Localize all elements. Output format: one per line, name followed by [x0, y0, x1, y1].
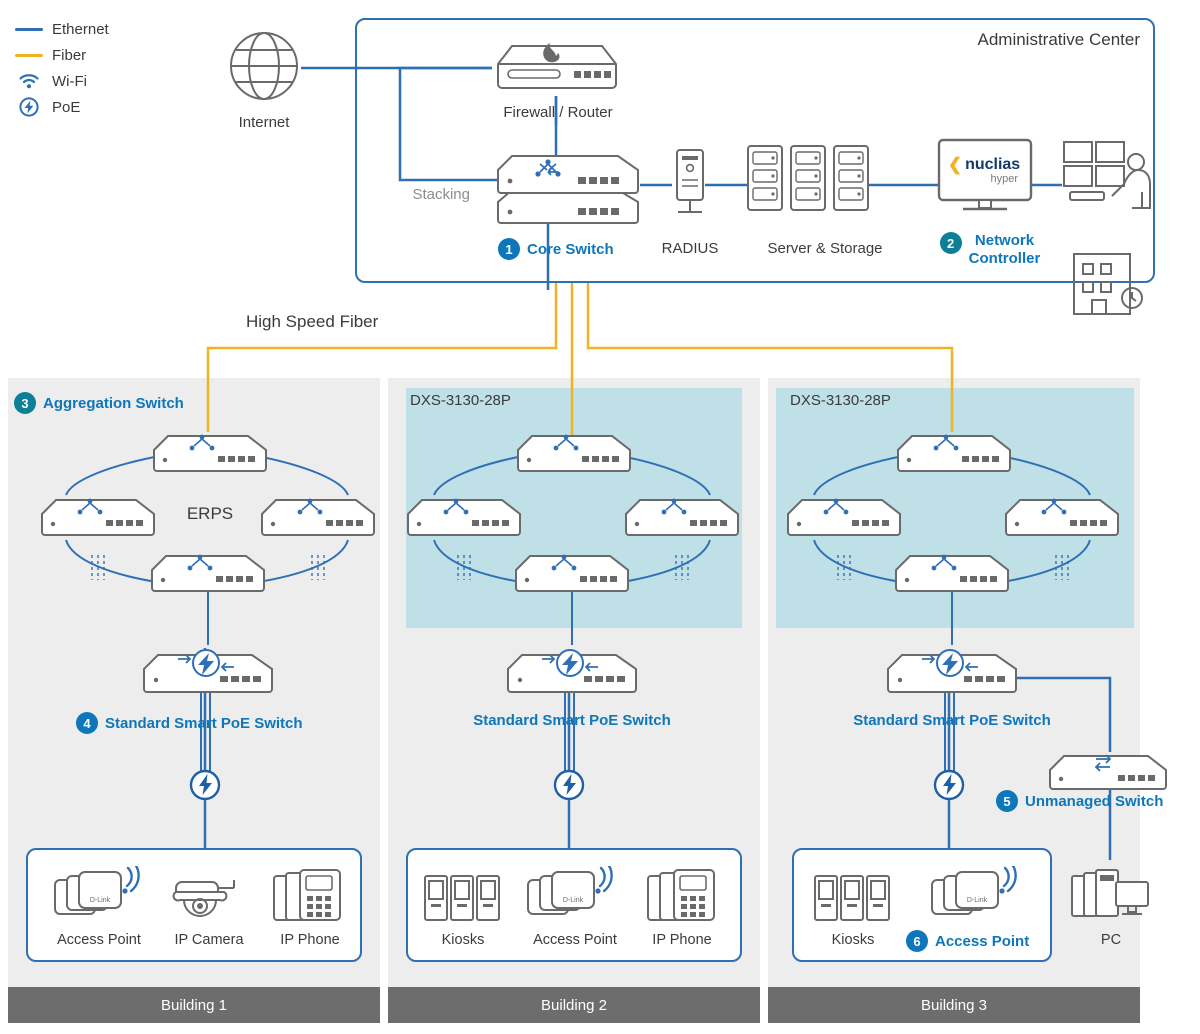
legend-item-poe: [14, 94, 194, 120]
radius-label: RADIUS: [661, 240, 719, 257]
b3-pc-icon: [1070, 866, 1152, 931]
unmanaged-switch-label: Unmanaged Switch: [1025, 792, 1164, 810]
b3-device-label-3: PC: [1100, 932, 1122, 948]
b1-ip-phone-icon: [272, 866, 344, 929]
b3-poe-link-icon: [932, 768, 966, 807]
unmanaged-switch-label-group: [996, 790, 1163, 812]
b2-device-label-1: Kiosks: [441, 932, 485, 948]
branch-building-icon: [1068, 248, 1148, 325]
b2-access-point-icon: [524, 866, 622, 929]
b1-switch-right: [258, 492, 378, 545]
wifi-icon: [14, 72, 44, 90]
server-storage-icon: [746, 142, 870, 225]
admin-workstation-icon: [1062, 140, 1158, 229]
fiber-line-icon: [14, 54, 44, 57]
b2-switch-left: [404, 492, 524, 545]
b3-kiosk-icon: [812, 872, 894, 929]
b2-device-label-3: IP Phone: [652, 932, 712, 948]
b1-poe-link-icon: [188, 768, 222, 807]
aggregation-switch-label: Aggregation Switch: [43, 394, 184, 412]
b1-switch-left: [38, 492, 158, 545]
b3-model-label: DXS-3130-28P: [790, 392, 891, 409]
b1-device-label-2: IP Camera: [174, 932, 244, 948]
radius-server-icon: [670, 148, 710, 225]
callout-badge-2: 2: [940, 232, 962, 254]
poe-icon: [14, 97, 44, 117]
legend-label-ethernet: Ethernet: [52, 20, 109, 38]
b1-ip-camera-icon: [172, 870, 248, 929]
b2-switch-right: [622, 492, 742, 545]
legend-label-fiber: Fiber: [52, 46, 87, 64]
callout-badge-5: 5: [996, 790, 1018, 812]
svg-text:D-Link: D-Link: [562, 897, 584, 904]
b1-poe-switch-icon: [140, 645, 276, 702]
svg-text:D-Link: D-Link: [966, 897, 988, 904]
erps-label: ERPS: [186, 504, 234, 523]
callout-badge-6: 6: [906, 930, 928, 952]
b2-device-label-2: Access Point: [533, 932, 617, 948]
firewall-router-label: Firewall / Router: [503, 104, 613, 121]
b2-poe-link-icon: [552, 768, 586, 807]
nuclias-brand: nuclias: [965, 155, 1021, 173]
b3-switch-top: [894, 428, 1014, 481]
callout-badge-3: 3: [14, 392, 36, 414]
b1-device-label-3: IP Phone: [280, 932, 340, 948]
b3-poe-switch-icon: [884, 645, 1020, 702]
legend-item-wifi: [14, 68, 194, 94]
network-controller-label-line1: Network: [974, 232, 1035, 249]
stacking-label: Stacking: [412, 186, 470, 203]
callout-badge-1: 1: [498, 238, 520, 260]
b3-device-label-2: Access Point: [935, 932, 1030, 950]
b2-ip-phone-icon: [646, 866, 718, 929]
b2-kiosk-icon: [422, 872, 504, 929]
network-controller-label-line2: Controller: [968, 250, 1041, 267]
b2-model-label: DXS-3130-28P: [410, 392, 511, 409]
b1-switch-bottom: [148, 548, 268, 601]
legend-label-poe: PoE: [52, 98, 81, 116]
nuclias-logo: ❮ nuclias hyper: [947, 155, 1021, 185]
core-switch-label: Core Switch: [527, 240, 614, 258]
b2-poe-switch-icon: [504, 645, 640, 702]
b1-poe-switch-label-group: [76, 712, 303, 734]
aggregation-switch-label-group: [14, 392, 184, 414]
b3-device-label-1: Kiosks: [831, 932, 875, 948]
svg-text:D-Link: D-Link: [89, 897, 111, 904]
b3-switch-left: [784, 492, 904, 545]
b3-access-point-label-group: [906, 930, 1029, 952]
b3-switch-right: [1002, 492, 1122, 545]
internet-icon: [228, 30, 300, 109]
legend-label-wifi: Wi-Fi: [52, 72, 87, 90]
firewall-router-icon: [490, 36, 624, 99]
building-footer-1: Building 1: [8, 987, 380, 1023]
admin-center-title: Administrative Center: [977, 30, 1140, 49]
callout-badge-4: 4: [76, 712, 98, 734]
b3-poe-switch-label: Standard Smart PoE Switch: [853, 712, 1051, 729]
b2-switch-top: [514, 428, 634, 481]
legend: [14, 16, 194, 120]
legend-item-ethernet: [14, 16, 194, 42]
network-controller-label-group: [910, 232, 1070, 268]
b1-poe-switch-label: Standard Smart PoE Switch: [105, 714, 303, 732]
building-footer-2: Building 2: [388, 987, 760, 1023]
building-footer-3: Building 3: [768, 987, 1140, 1023]
b1-device-label-1: Access Point: [57, 932, 141, 948]
core-switch-label-group: [498, 238, 614, 260]
b3-access-point-icon: [928, 866, 1026, 929]
server-storage-label: Server & Storage: [767, 240, 883, 257]
legend-item-fiber: [14, 42, 194, 68]
ethernet-line-icon: [14, 28, 44, 31]
b1-switch-top: [150, 428, 270, 481]
high-speed-fiber-label: High Speed Fiber: [246, 312, 379, 331]
core-switch-icon: [492, 150, 644, 235]
b2-switch-bottom: [512, 548, 632, 601]
internet-label: Internet: [238, 114, 290, 131]
b1-access-point-icon: [46, 866, 154, 929]
b2-poe-switch-label: Standard Smart PoE Switch: [473, 712, 671, 729]
b3-switch-bottom: [892, 548, 1012, 601]
nuclias-sub: hyper: [990, 173, 1018, 185]
